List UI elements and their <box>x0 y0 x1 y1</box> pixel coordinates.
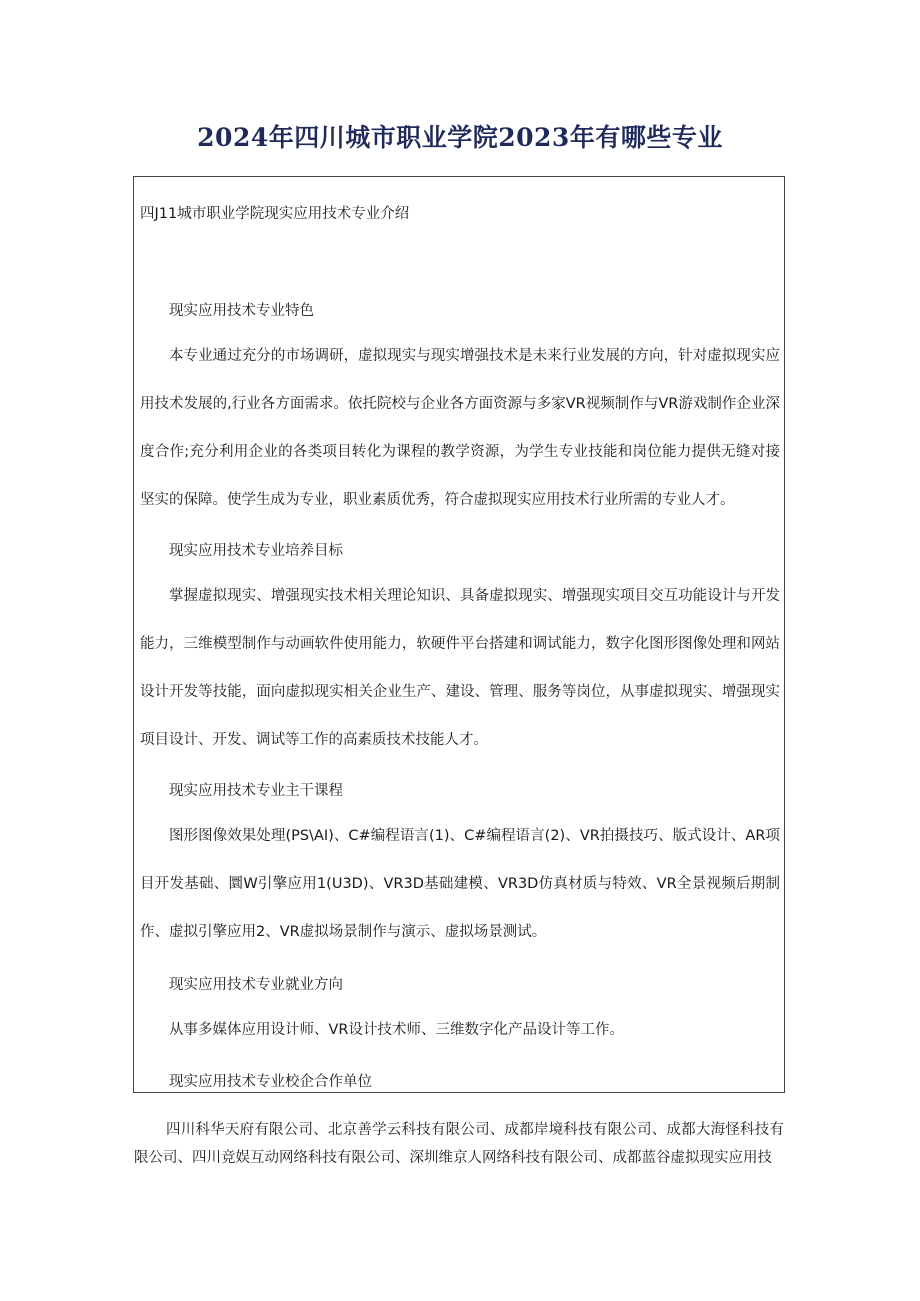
intro-line: 四J11城市职业学院现实应用技术专业介绍 <box>140 206 410 222</box>
partners-paragraph: 四川科华天府有限公司、北京善学云科技有限公司、成都岸境科技有限公司、成都大海怪科技有限公司、四川竞娱互动网络科技有限公司、深圳维京人网络科技有限公司、成都蓝谷虚拟现实应用技 <box>134 1122 784 1166</box>
section-body-goals: 掌握虚拟现实、增强现实技术相关理论知识、具备虚拟现实、增强现实项目交互功能设计与开发能力，三维模型制作与动画软件使用能力，软硬件平台搭建和调试能力，数字化图形图像处理和网站设计开发等技能，面向虚拟现实相关企业生产、建设、管理、服务等岗位，从事虚拟现实、增强现实项目设计、开发、调试等工作的高素质技术技能人才。 <box>140 588 780 748</box>
section-heading-partners: 现实应用技术专业校企合作单位 <box>169 1074 372 1090</box>
section-heading-goals: 现实应用技术专业培养目标 <box>169 543 343 559</box>
section-body-courses: 图形图像效果处理(PS\AI)、C#编程语言(1)、C#编程语言(2)、VR拍摄技巧、版式设计、AR项目开发基础、圜W引擎应用1(U3D)、VR3D基础建模、VR3D仿真材质与特效、VR全景视频后期制作、虚拟引擎应用2、VR虚拟场景制作与演示、虚拟场景测试。 <box>140 828 780 940</box>
page-title: 2024年四川城市职业学院2023年有哪些专业 <box>197 123 723 152</box>
section-heading-courses: 现实应用技术专业主干课程 <box>169 783 343 799</box>
content-box <box>133 176 785 1093</box>
section-body-features: 本专业通过充分的市场调研，虚拟现实与现实增强技术是未来行业发展的方向，针对虚拟现实应用技术发展的,行业各方面需求。依托院校与企业各方面资源与多家VR视频制作与VR游戏制作企业深度合作;充分利用企业的各类项目转化为课程的教学资源，为学生专业技能和岗位能力提供无缝对接坚实的保障。使学生成为专业，职业素质优秀，符合虚拟现实应用技术行业所需的专业人才。 <box>140 348 780 508</box>
section-body-careers: 从事多媒体应用设计师、VR设计技术师、三维数字化产品设计等工作。 <box>169 1022 624 1038</box>
section-heading-careers: 现实应用技术专业就业方向 <box>169 977 343 993</box>
section-heading-features: 现实应用技术专业特色 <box>169 303 314 319</box>
